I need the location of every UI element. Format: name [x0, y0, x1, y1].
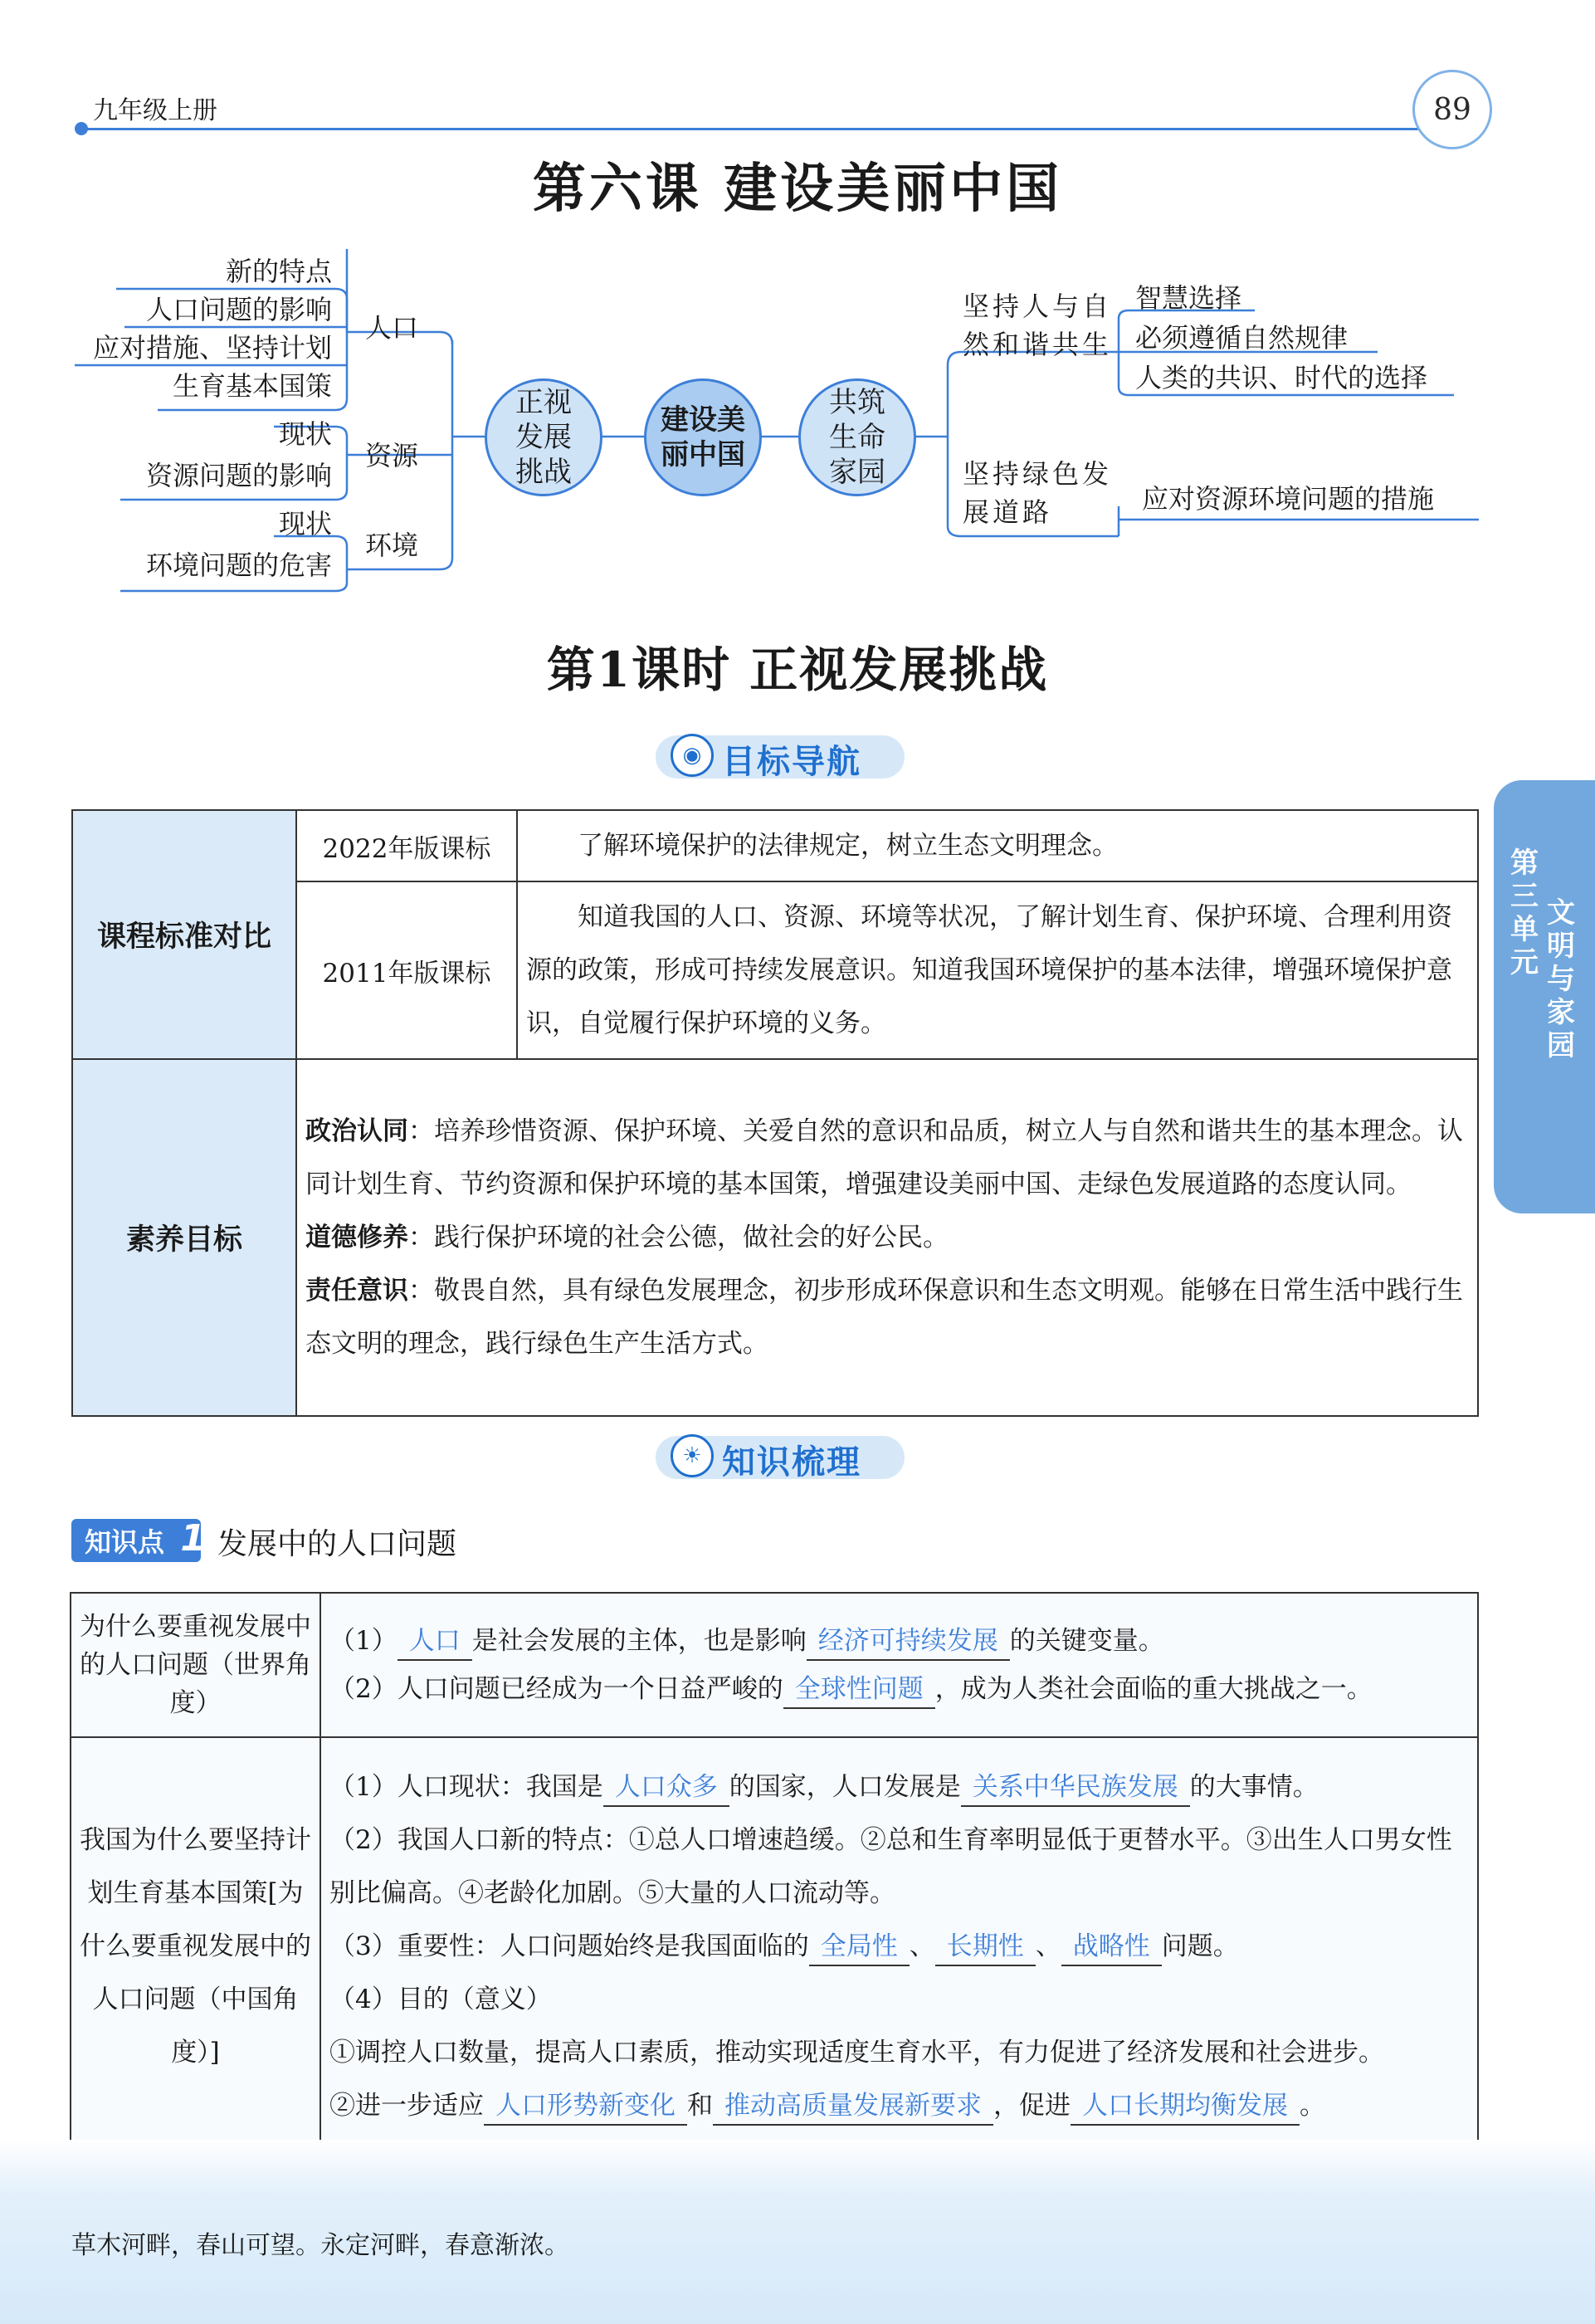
unit-side-tab: 第三单元 文明与家园 [1494, 780, 1595, 1213]
mm-resource-item-1: 现状 [278, 418, 332, 450]
mm-resource-label: 资源 [365, 440, 419, 471]
kp-row1-content: （1） 人口 是社会发展的主体，也是影响 经济可持续发展 的关键变量。 （2）人口问题已经成为一个日益严峻的 全球性问题 ，成为人类社会面临的重大挑战之一。 [320, 1593, 1478, 1737]
location-pin-icon: ◉ [671, 734, 714, 777]
literacy-label: 素养目标 [72, 1059, 296, 1416]
page-number: 89 [1412, 70, 1492, 149]
mm-center-node: 建设美丽中国 [644, 378, 762, 496]
mm-people-item-2: 人口问题的影响 [145, 294, 332, 325]
mm-people-item-3: 应对措施、坚持计划 [92, 332, 332, 364]
footer-text: 草木河畔，春山可望。永定河畔，春意渐浓。 [71, 2231, 569, 2260]
v2011-text: 知道我国的人口、资源、环境等状况，了解计划生育、保护环境、合理利用资源的政策，形成可持续发展意识。知道我国环境保护的基本法律，增强环境保护意识，自觉履行保护环境的义务。 [517, 881, 1478, 1059]
knowledge-point-badge: 知识点 1 [71, 1519, 201, 1562]
literacy-item-3: 责任意识：敬畏自然，具有绿色发展理念，初步形成环保意识和生态文明观。能够在日常生活中践行生态文明的理念，践行绿色生产生活方式。 [305, 1276, 1463, 1359]
mm-people-label: 人口 [365, 312, 419, 344]
lesson-title: 第六课 建设美丽中国 [532, 159, 1063, 220]
goals-banner: ◉ 目标导航 [656, 730, 905, 780]
mm-right-branch-2-label: 坚持绿色发展道路 [963, 458, 1113, 528]
v2011-label: 2011年版课标 [296, 881, 517, 1059]
mm-right-node: 共筑生命家园 [798, 378, 916, 496]
kp-row1-label: 为什么要重视发展中的人口问题（世界角度） [71, 1593, 320, 1737]
section-title: 第1课时 正视发展挑战 [546, 642, 1049, 698]
mm-right-item-4: 应对资源环境问题的措施 [1142, 483, 1435, 515]
v2022-label: 2022年版课标 [296, 810, 517, 881]
mm-environment-label: 环境 [365, 530, 419, 561]
lightbulb-icon: ☀ [671, 1434, 714, 1477]
kp-row2-label: 我国为什么要坚持计划生育基本国策[为什么要重视发展中的人口问题（中国角度）] [71, 1737, 320, 2156]
header-dot [75, 122, 88, 135]
mm-right-branch-1-label: 坚持人与自然和谐共生 [963, 290, 1113, 360]
header-rule [80, 128, 1449, 130]
literacy-text [296, 1059, 1478, 1416]
mm-right-item-1: 智慧选择 [1135, 282, 1242, 314]
grade-label: 九年级上册 [93, 96, 217, 125]
v2022-text: 了解环境保护的法律规定，树立生态文明理念。 [517, 810, 1478, 881]
mm-environment-item-2: 环境问题的危害 [145, 549, 332, 581]
mm-resource-item-2: 资源问题的影响 [145, 460, 332, 491]
mm-environment-item-1: 现状 [278, 508, 332, 540]
mm-right-item-3: 人类的共识、时代的选择 [1135, 362, 1428, 393]
literacy-item-2: 道德修养：践行保护环境的社会公德，做社会的好公民。 [305, 1223, 949, 1252]
literacy-item-1: 政治认同：培养珍惜资源、保护环境、关爱自然的意识和品质，树立人与自然和谐共生的基本理念。认同计划生育、节约资源和保护环境的基本国策，增强建设美丽中国、走绿色发展道路的态度认同。 [305, 1116, 1463, 1199]
mm-people-item-4: 生育基本国策 [172, 370, 332, 402]
knowledge-banner: ☀ 知识梳理 [656, 1431, 905, 1481]
goals-table [71, 809, 1479, 1417]
kp-row2-content: （1）人口现状：我国是 人口众多 的国家，人口发展是 关系中华民族发展 的大事情。 （2）我国人口新的特点：①总人口增速趋缓。②总和生育率明显低于更替水平。③出生人口男女性别比偏高。④老龄化加剧。⑤大量的人口流动等。 （3）重要性：人口问题始终是我国面临的 全局性 、 长期性 、 战略性 问题。 （4）目的（意义） ①调控人口数量，提高人口素质，推动实现适度生育水平，有力促进了经济发展和社会进步。 ②进一步适应 人口形势新变化 和 推动高质量发展新要求 ，促进 人口长期均衡发展 。 [320, 1737, 1478, 2156]
mm-left-node: 正视发展挑战 [485, 378, 602, 496]
mm-people-item-1: 新的特点 [225, 256, 332, 287]
knowledge-point-title: 发展中的人口问题 [217, 1527, 457, 1561]
mindmap [0, 249, 1595, 598]
standards-label: 课程标准对比 [72, 810, 296, 1059]
mm-right-item-2: 必须遵循自然规律 [1135, 322, 1349, 354]
knowledge-table [70, 1592, 1479, 2156]
